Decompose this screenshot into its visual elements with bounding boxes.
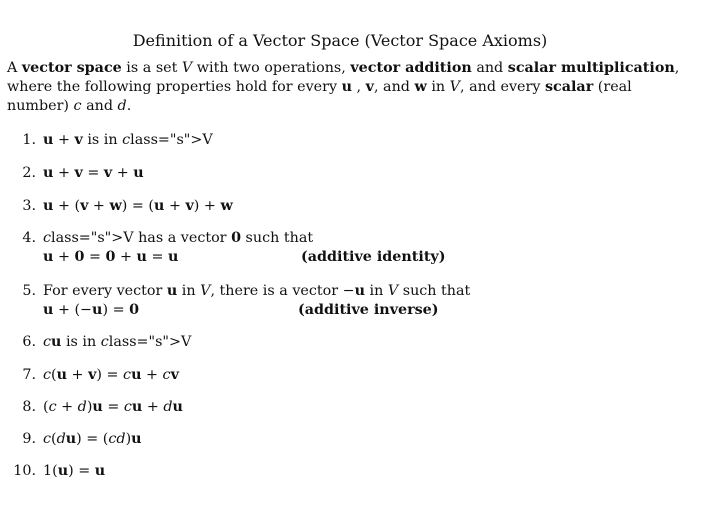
intro-text: is a set <box>121 60 182 76</box>
axiom-text: c(du) = (cd)u <box>43 431 142 447</box>
axiom-text: 1(u) = u <box>43 463 106 479</box>
symbol-c: c <box>73 98 82 114</box>
axiom-text: (c + d)u = cu + du <box>43 399 183 415</box>
axiom-number: 7. <box>22 367 36 383</box>
term-vector-space: vector space <box>21 60 122 76</box>
intro-text: with two operations, <box>192 60 351 76</box>
intro-text: and <box>471 60 508 76</box>
symbol-d: d <box>117 98 127 114</box>
vector-v: v <box>365 79 374 95</box>
vector-u: u <box>341 79 352 95</box>
axiom-equation: u + (−u) = 0 <box>43 302 140 318</box>
axiom-number: 2. <box>22 165 36 181</box>
axiom-number: 6. <box>22 334 36 350</box>
axiom-text: u + v is in class="s">V <box>43 132 213 148</box>
axiom-number: 5. <box>22 283 36 299</box>
axiom-equation: u + 0 = 0 + u = u <box>43 249 179 265</box>
intro-text: (real number) <box>7 79 632 114</box>
axiom-text: u + v = v + u <box>43 165 144 181</box>
intro-text: , where the following properties hold for every <box>7 60 680 95</box>
axiom-text: c(u + v) = cu + cv <box>43 367 179 383</box>
axiom-text: class="s">V has a vector 0 such that <box>43 230 314 246</box>
intro-text: , <box>352 79 366 95</box>
term-scalar-multiplication: scalar multiplication <box>507 60 675 76</box>
axiom-note: (additive identity) <box>301 249 446 265</box>
axiom-number: 3. <box>22 198 36 214</box>
intro-text: , and <box>373 79 415 95</box>
page-title: Definition of a Vector Space (Vector Space Axioms) <box>132 31 548 50</box>
symbol-V: V <box>449 79 460 95</box>
axiom-text: For every vector u in V, there is a vector −u in V such that <box>43 283 471 299</box>
intro-text: , and every <box>460 79 545 95</box>
term-scalar: scalar <box>544 79 594 95</box>
intro-text: . <box>126 98 132 114</box>
axiom-number: 1. <box>22 132 36 148</box>
axiom-number: 9. <box>22 431 36 447</box>
axiom-number: 4. <box>22 230 36 246</box>
symbol-V: V <box>181 60 193 76</box>
axiom-number: 10. <box>13 463 36 479</box>
intro-text: and <box>81 98 118 114</box>
axiom-number: 8. <box>22 399 36 415</box>
axiom-text: cu is in class="s">V <box>43 334 192 350</box>
vector-w: w <box>414 79 427 95</box>
axiom-text: u + (v + w) = (u + v) + w <box>43 198 233 214</box>
intro-text: A <box>7 60 22 76</box>
axiom-note: (additive inverse) <box>298 302 439 318</box>
intro-text: in <box>426 79 450 95</box>
term-vector-addition: vector addition <box>350 60 472 76</box>
definition-paragraph <box>7 59 697 116</box>
